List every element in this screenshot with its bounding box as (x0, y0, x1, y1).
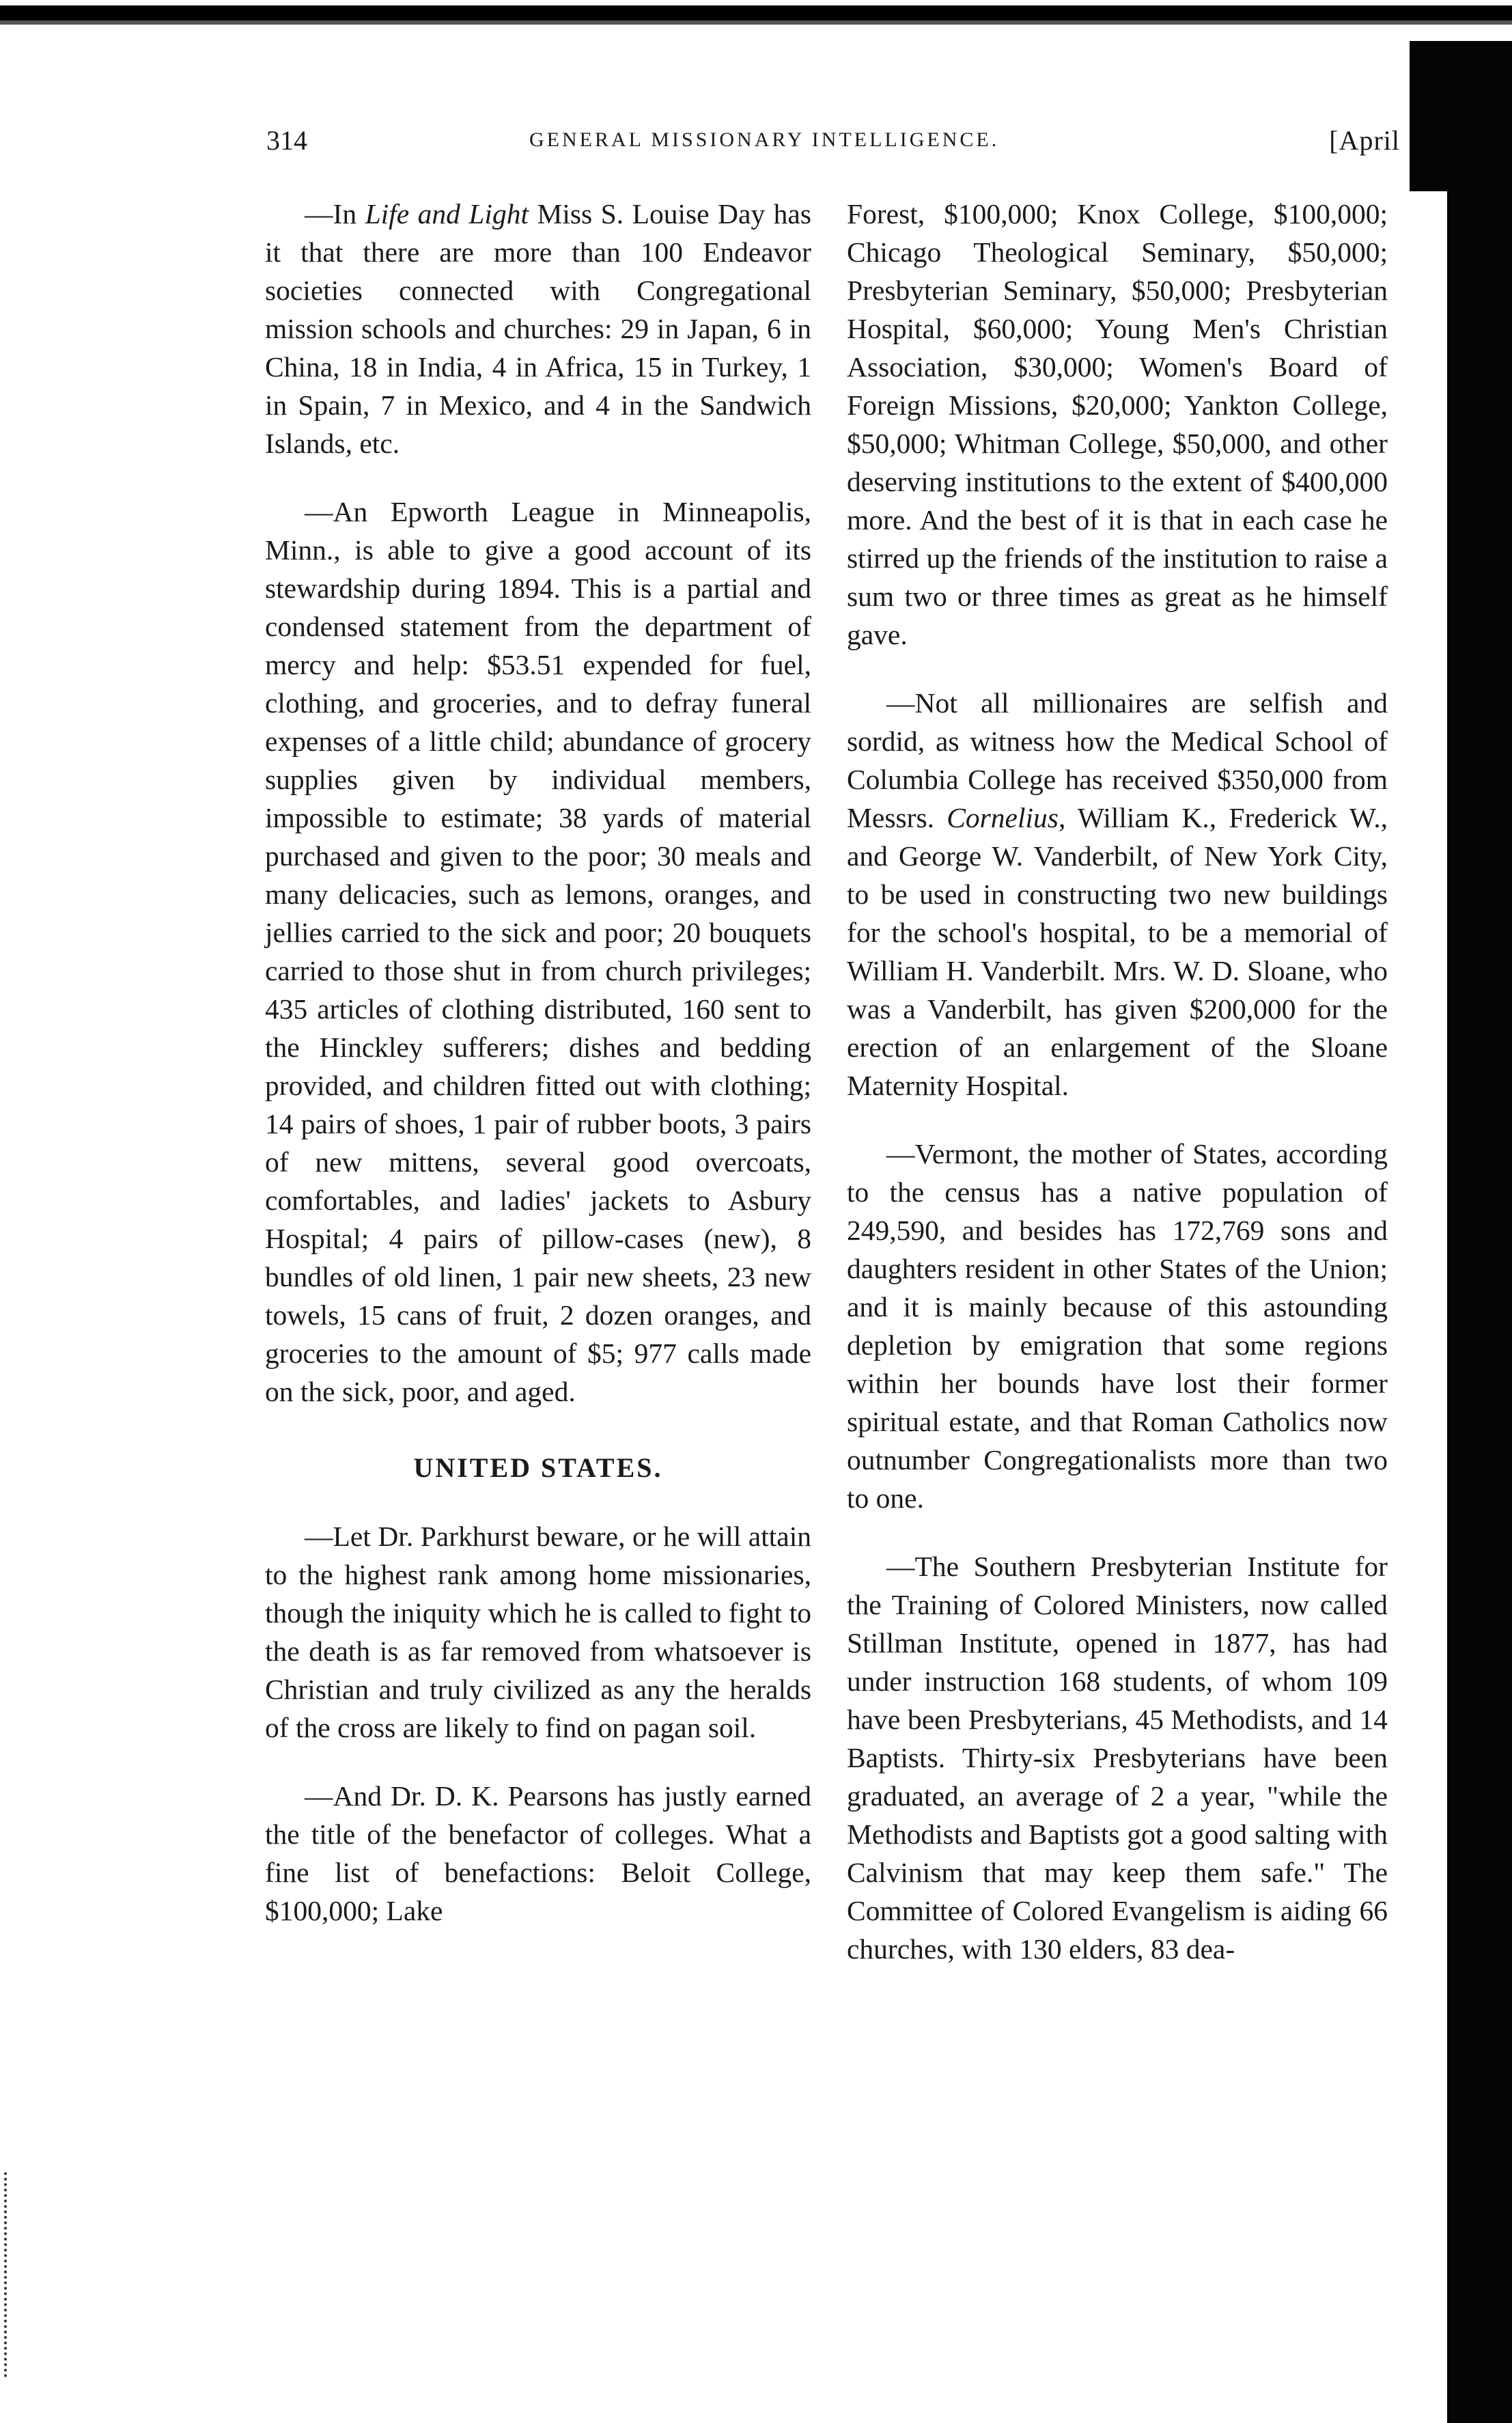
scan-edge-specks (4, 2172, 11, 2377)
scan-binding-shadow (1447, 41, 1512, 2423)
paragraph-lead: —Not all millionaires are selfish and sordid, as witness how the Medical School of Columbia College has received $350,000 from Messrs. (847, 687, 1388, 833)
paragraph-endeavor-societies (265, 195, 811, 462)
paragraph-pearsons-continued: Forest, $100,000; Knox College, $100,000; Chicago Theological Seminary, $50,000; Presbyterian Seminary, $50,000; Presbyterian Hospital, $60,000; Young Men's Christian Association, $30,000; Women's Board of Foreign Missions, $20,000; Yankton College, $50,000; Whitman College, $50,000, and other deserving institutions to the extent of $400,000 more. And the best of it is that in each case he stirred up the friends of the institution to raise a sum two or three times as great as he himself gave. (847, 198, 1388, 650)
running-title: GENERAL MISSIONARY INTELLIGENCE. (529, 128, 1000, 151)
paragraph-body: , William K., Frederick W., and George W. Vanderbilt, of New York City, to be used in constructing two new buildings for the school's hospital, to be a memorial of William H. Vanderbilt. Mrs. W. D. Sloane, who was a Vanderbilt, has given $200,000 for the erection of an enlargement of the Sloane Maternity Hospital. (847, 802, 1388, 1101)
paragraph-vermont: —Vermont, the mother of States, according to the census has a native population of 249,590, and besides has 172,769 sons and daughters resident in other States of the Union; and it is mainly because of this astounding depletion by emigration that some regions within her bounds have lost their former spiritual estate, and that Roman Catholics now outnumber Congregationalists more than two to one. (847, 1138, 1388, 1514)
page-number: 314 (266, 125, 307, 156)
paragraph-stillman-institute: —The Southern Presbyterian Institute for the Training of Colored Ministers, now called Stillman Institute, opened in 1877, has had under instruction 168 students, of whom 109 have been Presbyterians, 45 Methodists, and 14 Baptists. Thirty-six Presbyterians have been graduated, an average of 2 a year, "while the Methodists and Baptists got a good salting with Calvinism that may keep them safe." The Committee of Colored Evangelism is aiding 66 churches, with 130 elders, 83 dea- (847, 1551, 1388, 1965)
paragraph-lead: —In (305, 198, 365, 230)
running-month: [April (1329, 125, 1400, 156)
left-column (265, 195, 811, 1960)
paragraph-vanderbilt (847, 684, 1388, 1105)
scan-top-shadow (0, 20, 1512, 25)
running-head (266, 124, 1400, 165)
paragraph-pearsons: —And Dr. D. K. Pearsons has justly earned the title of the benefactor of colleges. What a fine list of benefactions: Beloit College, $100,000; Lake (265, 1780, 811, 1926)
italic-name: Cornelius (947, 802, 1059, 833)
paragraph-epworth-league: —An Epworth League in Minneapolis, Minn., is able to give a good account of its stewardship during 1894. This is a partial and condensed statement from the department of mercy and help: $53.51 expended for fuel, clothing, and groceries, and to defray funeral expenses of a little child; abundance of grocery supplies given by individual members, impossible to estimate; 38 yards of material purchased and given to the poor; 30 meals and many delicacies, such as lemons, oranges, and jellies carried to the sick and poor; 20 bouquets carried to those shut in from church privileges; 435 articles of clothing distributed, 160 sent to the Hinckley sufferers; dishes and bedding provided, and children fitted out with clothing; 14 pairs of shoes, 1 pair of rubber boots, 3 pairs of new mittens, several good overcoats, comfortables, and ladies' jackets to Asbury Hospital; 4 pairs of pillow-cases (new), 8 bundles of old linen, 1 pair new sheets, 23 new towels, 15 cans of fruit, 2 dozen oranges, and groceries to the amount of $5; 977 calls made on the sick, poor, and aged. (265, 496, 811, 1407)
publication-title: Life and Light (365, 198, 529, 230)
scan-top-edge (0, 5, 1512, 20)
section-heading-united-states: UNITED STATES. (413, 1452, 663, 1483)
paragraph-parkhurst: —Let Dr. Parkhurst beware, or he will attain to the highest rank among home missionaries, though the iniquity which he is called to fight to the death is as far removed from whatsoever is Christian and truly civilized as any the heralds of the cross are likely to find on pagan soil. (265, 1521, 811, 1743)
right-column (847, 195, 1388, 1998)
paragraph-body: Miss S. Louise Day has it that there are more than 100 Endeavor societies connected with Congregational mission schools and churches: 29 in Japan, 6 in China, 18 in India, 4 in Africa, 15 in Turkey, 1 in Spain, 7 in Mexico, and 4 in the Sandwich Islands, etc. (265, 198, 811, 459)
